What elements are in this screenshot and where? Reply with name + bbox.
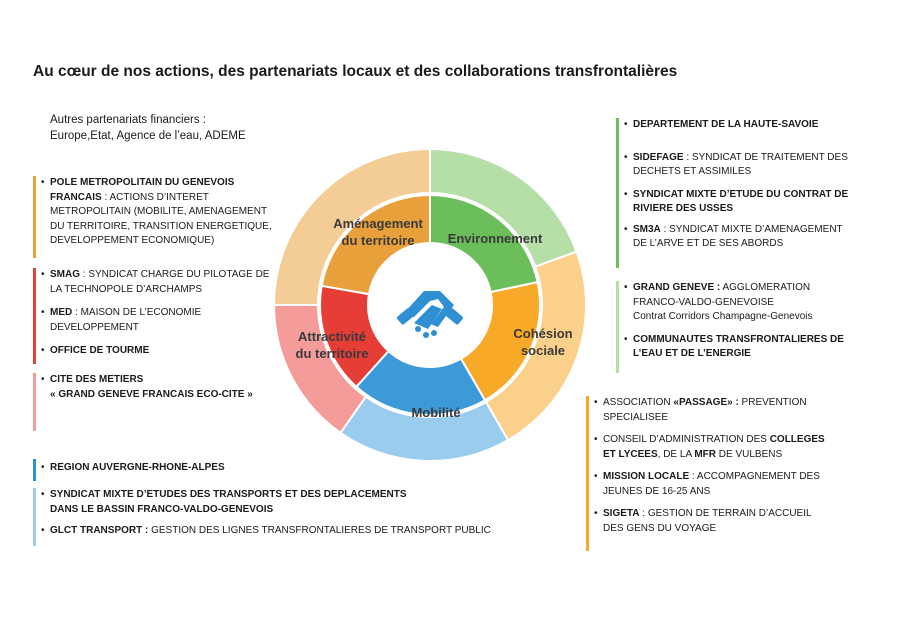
list-item: • SIDEFAGE : SYNDICAT DE TRAITEMENT DES DECHETS ET ASSIMILES bbox=[633, 151, 848, 180]
list-item: • REGION AUVERGNE-RHONE-ALPES bbox=[50, 459, 225, 477]
left-group-attractivite bbox=[33, 268, 269, 364]
list-item: • SIGETA : GESTION DE TERRAIN D’ACCUEIL DES GENS DU VOYAGE bbox=[603, 507, 825, 536]
right-group-cohesion-green bbox=[616, 281, 844, 373]
partnership-wheel bbox=[260, 145, 600, 485]
list-item: • MED : MAISON DE L’ECONOMIE DEVELOPPEMENT bbox=[50, 306, 269, 335]
list-item: • SM3A : SYNDICAT MIXTE D’AMENAGEMENT DE L’ARVE ET DE SES ABORDS bbox=[633, 223, 848, 252]
list-item: • SYNDICAT MIXTE D’ETUDE DU CONTRAT DE RIVIERE DES USSES bbox=[633, 188, 848, 217]
financial-partners-heading: Autres partenariats financiers : bbox=[50, 114, 206, 126]
list-item: • SMAG : SYNDICAT CHARGE DU PILOTAGE DE LA TECHNOPOLE D’ARCHAMPS bbox=[50, 268, 269, 297]
list-item: • MISSION LOCALE : ACCOMPAGNEMENT DES JEUNES DE 16-25 ANS bbox=[603, 470, 825, 499]
list-item: • DEPARTEMENT DE LA HAUTE-SAVOIE bbox=[633, 118, 848, 133]
list-item: • GLCT TRANSPORT : GESTION DES LIGNES TRANSFRONTALIERES DE TRANSPORT PUBLIC bbox=[50, 524, 491, 539]
segment-label-cohesion: Cohésion sociale bbox=[513, 326, 573, 358]
list-item: • CONSEIL D’ADMINISTRATION DES COLLEGES ET LYCEES, DE LA MFR DE VULBENS bbox=[603, 433, 825, 462]
right-group-environnement bbox=[616, 118, 848, 268]
list-item: • COMMUNAUTES TRANSFRONTALIERES DE L’EAU ET DE L’ENERGIE bbox=[633, 333, 844, 362]
left-group-mobilite bbox=[33, 488, 491, 546]
segment-label-amenagement: Aménagement du territoire bbox=[333, 216, 423, 248]
segment-label-mobilite: Mobilité bbox=[411, 405, 461, 420]
right-group-cohesion bbox=[586, 396, 825, 551]
list-item: • CITE DES METIERS « GRAND GENEVE FRANCAIS ECO-CITE » bbox=[50, 373, 253, 402]
left-group-amenagement bbox=[33, 176, 272, 258]
page-title: Au cœur de nos actions, des partenariats locaux et des collaborations transfrontalières bbox=[33, 63, 678, 80]
left-group-cite bbox=[33, 373, 253, 431]
list-item: • POLE METROPOLITAIN DU GENEVOIS FRANCAIS : ACTIONS D’INTERET METROPOLITAIN (MOBILITE, AMENAGEMENT DU TERRITOIRE, TRANSITION ENERGETIQUE, DEVELOPPEMENT ECONOMIQUE) bbox=[50, 176, 272, 249]
list-item: • SYNDICAT MIXTE D’ETUDES DES TRANSPORTS ET DES DEPLACEMENTS DANS LE BASSIN FRANCO-VALDO-GENEVOIS bbox=[50, 488, 491, 517]
segment-label-environnement: Environnement bbox=[447, 231, 543, 246]
list-item: • GRAND GENEVE : AGGLOMERATION FRANCO-VALDO-GENEVOISE Contrat Corridors Champagne-Genevois bbox=[633, 281, 844, 325]
list-item: • ASSOCIATION «PASSAGE» : PREVENTION SPECIALISEE bbox=[603, 396, 825, 425]
list-item: • OFFICE DE TOURME bbox=[50, 344, 269, 359]
left-group-region bbox=[33, 459, 225, 481]
financial-partners bbox=[50, 112, 246, 144]
financial-partners-list: Europe,Etat, Agence de l’eau, ADEME bbox=[50, 130, 246, 142]
segment-label-attractivite: Attractivité du territoire bbox=[295, 329, 369, 361]
